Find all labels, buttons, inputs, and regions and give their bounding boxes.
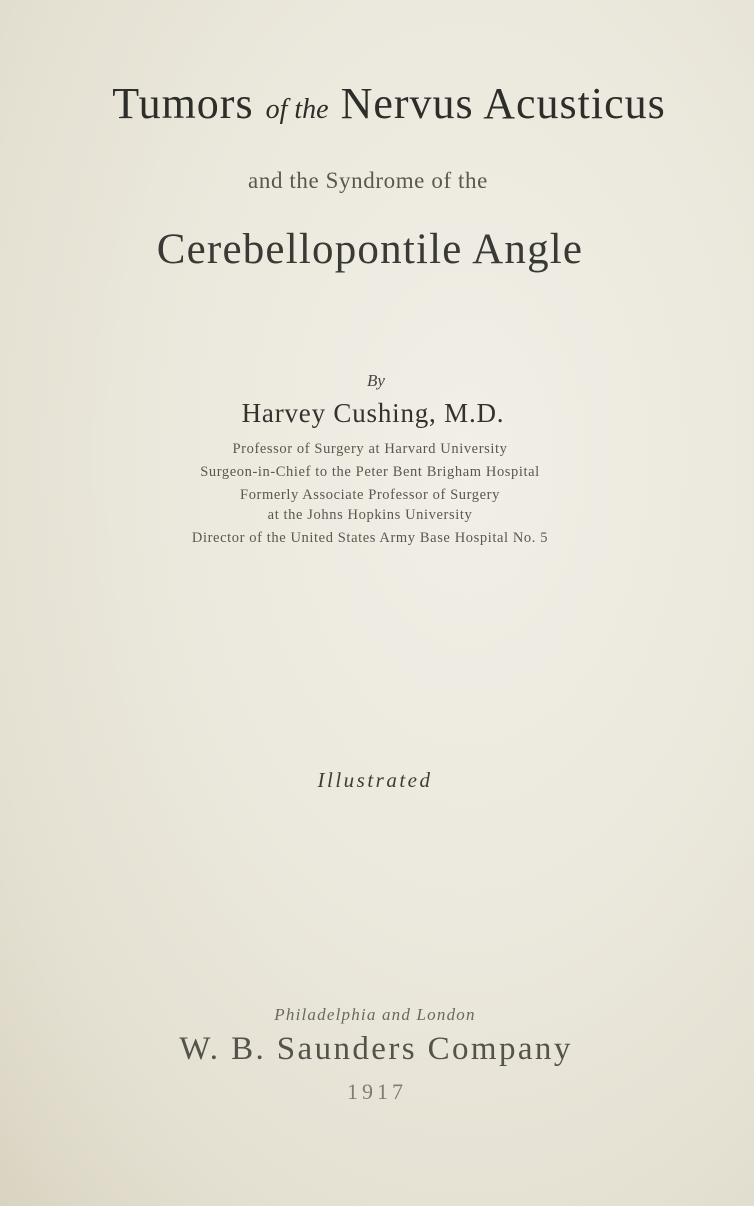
publication-year: 1917: [347, 1079, 407, 1104]
author-credential: Surgeon-in-Chief to the Peter Bent Brigham Hospital: [200, 464, 540, 480]
book-title-line-1: [12, 78, 754, 129]
title-word-tumors: Tumors: [112, 79, 254, 128]
author-credential: Formerly Associate Professor of Surgery: [240, 487, 500, 503]
publication-place: Philadelphia and London: [274, 1005, 476, 1024]
book-title-line-2: Cerebellopontile Angle: [156, 226, 584, 273]
illustrated-note: Illustrated: [317, 768, 433, 792]
title-connector: of the: [265, 94, 329, 125]
publisher-name: W. B. Saunders Company: [179, 1031, 573, 1067]
by-label: By: [367, 371, 385, 390]
book-subtitle: and the Syndrome of the: [248, 168, 488, 193]
author-credential: Professor of Surgery at Harvard University: [232, 441, 508, 457]
title-nervus-acusticus: Nervus Acusticus: [340, 79, 666, 128]
author-name: Harvey Cushing, M.D.: [241, 398, 505, 428]
author-credential: Director of the United States Army Base Hospital No. 5: [191, 530, 549, 546]
author-credential: at the Johns Hopkins University: [267, 507, 473, 523]
